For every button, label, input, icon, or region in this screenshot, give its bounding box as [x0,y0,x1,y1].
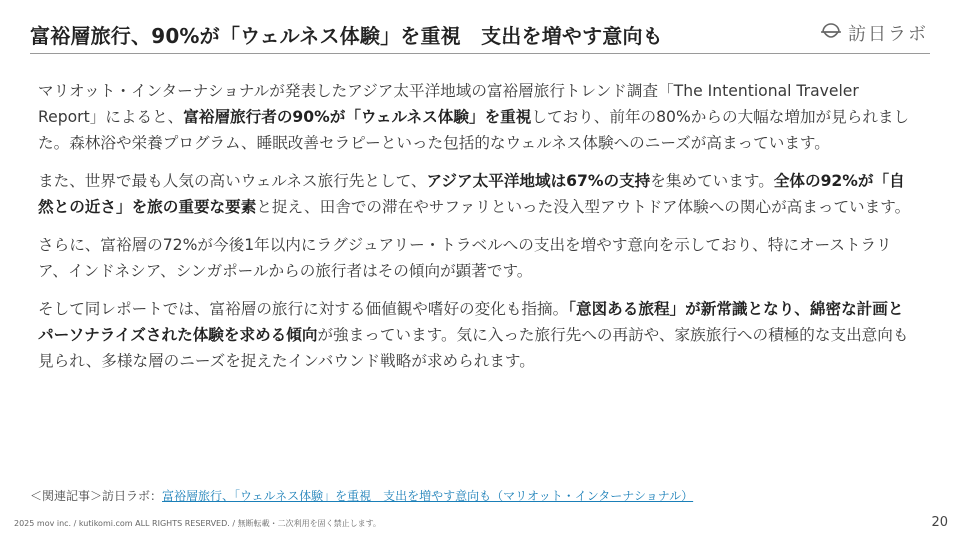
logo-text: 訪日ラボ [848,24,928,45]
body-paragraph [38,168,918,220]
header-divider [30,53,930,54]
page-number: 20 [931,515,948,530]
highlighted-text: 「意図ある旅程」が新常識となり、綿密な計画とパーソナライズされた体験を求める傾向 [38,300,904,344]
related-article-link[interactable]: 富裕層旅行、「ウェルネス体験」を重視 支出を増やす意向も（マリオット・インターナショナル） [162,489,694,503]
highlighted-text: 全体の92%が「自然との近さ」を旅の重要な要素 [38,172,905,216]
slide-header [30,18,930,52]
highlighted-text: 富裕層旅行者の90%が「ウェルネス体験」を重視 [183,108,532,126]
related-prefix: ＜関連記事＞訪日ラボ： [30,489,163,503]
highlighted-text: アジア太平洋地域は67%の支持 [426,172,651,190]
paragraph-text: マリオット・インターナショナルが発表したアジア太平洋地域の富裕層旅行トレンド調査「The Intentional Traveler Report」によると、 [38,82,859,126]
paragraph-text: が強まっています。気に入った旅行先への再訪や、家族旅行への積極的な支出意向も見られ、多様な層のニーズを捉えたインバウンド戦略が求められます。 [38,326,909,370]
paragraph-text: しており、前年の80%からの大幅な増加が見られました。森林浴や栄養プログラム、睡眠改善セラピーといった包括的なウェルネス体験へのニーズが高まっています。 [38,108,910,152]
copyright-footer: 2025 mov inc. / kutikomi.com ALL RIGHTS RESERVED. / 無断転載・二次利用を固く禁止します。 [14,519,381,528]
article-body [38,78,918,386]
page-title: 富裕層旅行、90%が「ウェルネス体験」を重視 支出を増やす意向も [30,24,663,48]
paragraph-text: さらに、富裕層の72%が今後1年以内にラグジュアリー・トラベルへの支出を増やす意向を示しており、特にオーストラリア、インドネシア、シンガポールからの旅行者はその傾向が顕著です。 [38,236,892,280]
paragraph-text: を集めています。 [650,172,774,190]
body-paragraph [38,296,918,374]
paragraph-text: また、世界で最も人気の高いウェルネス旅行先として、 [38,172,427,190]
related-article [30,487,693,504]
body-paragraph [38,232,918,284]
paragraph-text: と捉え、田舎での滞在やサファリといった没入型アウトドア体験への関心が高まっています。 [256,198,911,216]
paragraph-text: そして同レポートでは、富裕層の旅行に対する価値観や嗜好の変化も指摘。 [38,300,569,318]
brand-logo [820,20,928,46]
body-paragraph [38,78,918,156]
bowl-icon [820,23,842,43]
